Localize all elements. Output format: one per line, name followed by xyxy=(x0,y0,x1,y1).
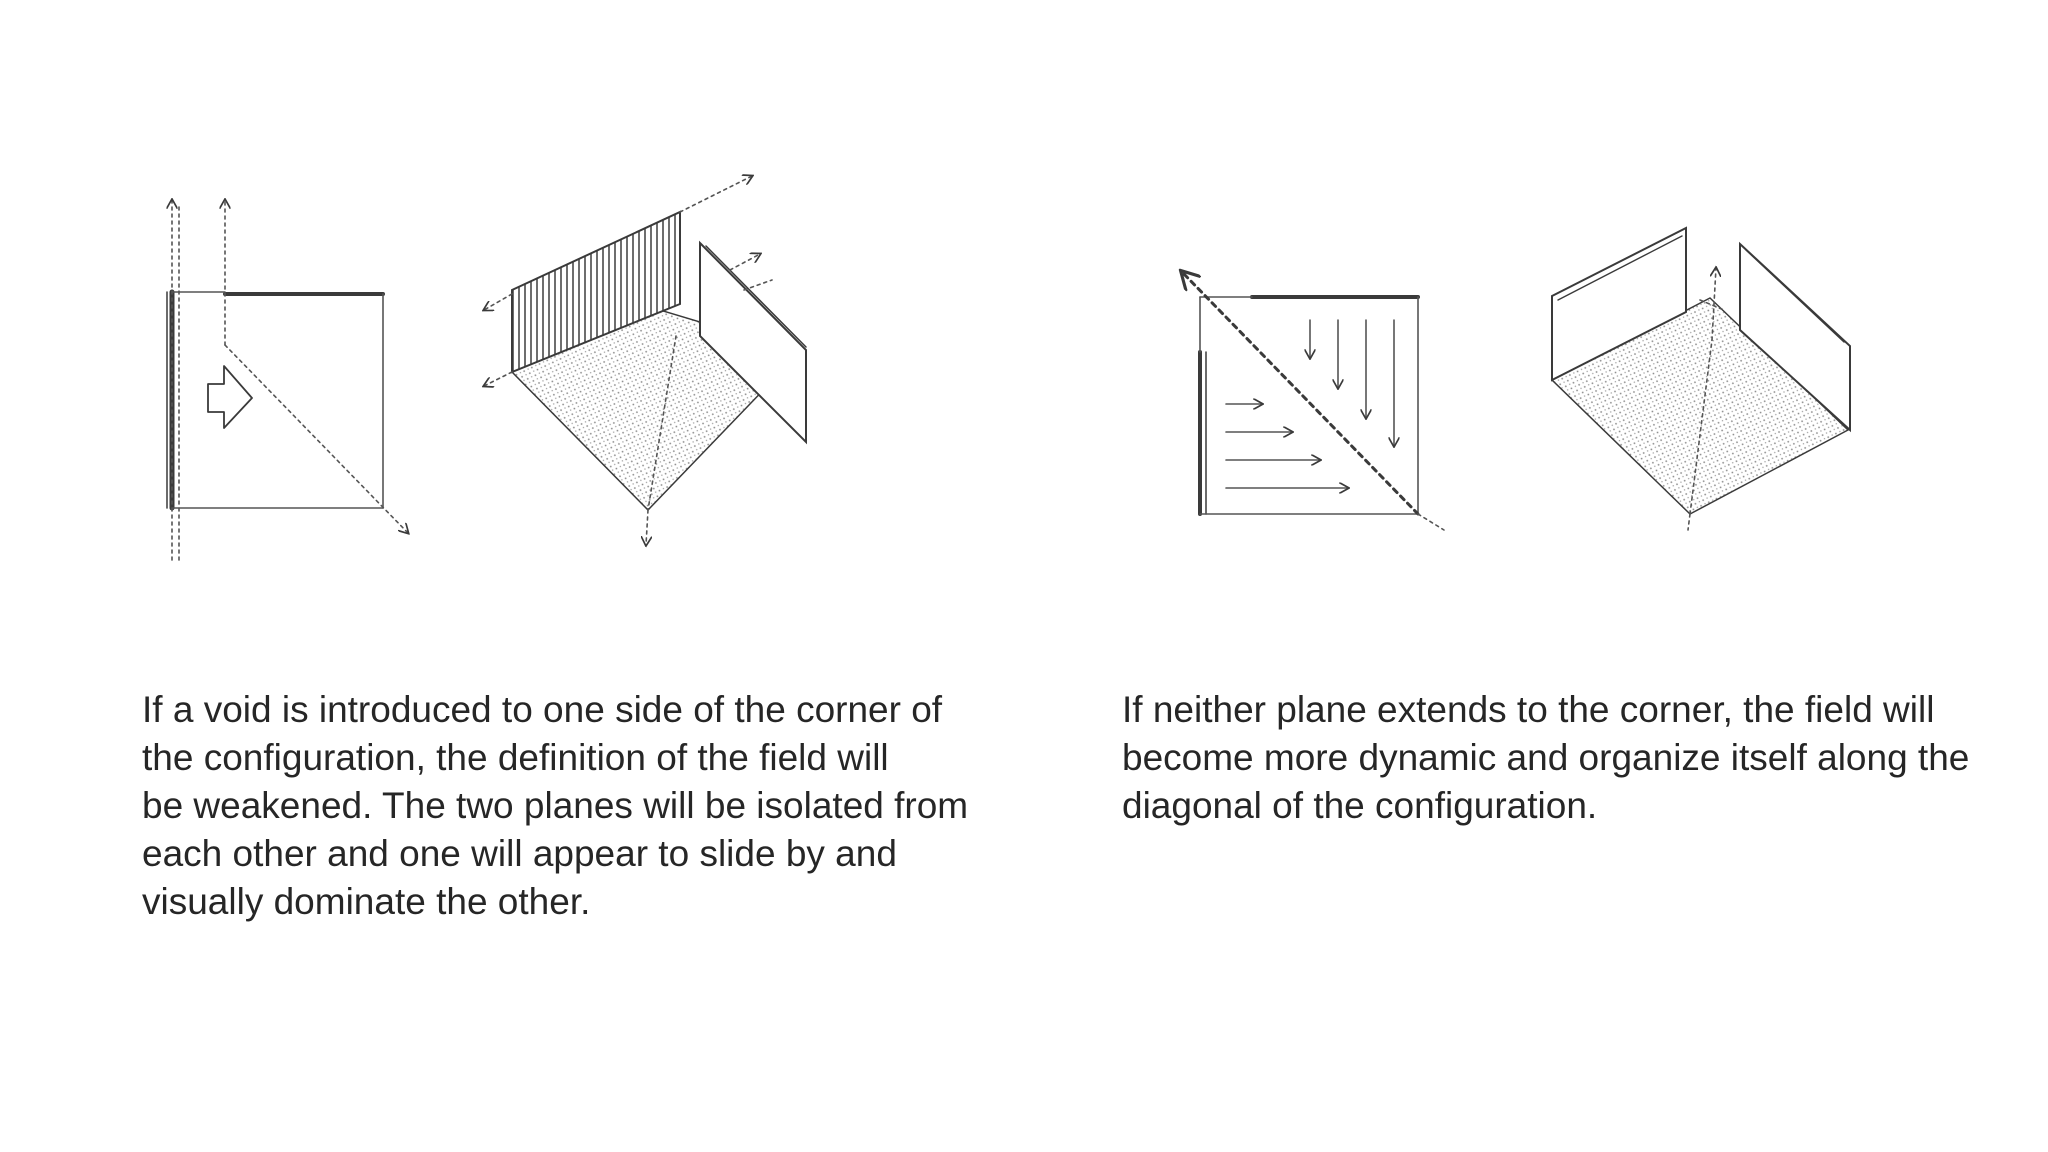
plan-diagram-void xyxy=(167,200,408,560)
plan-diagram-diagonal xyxy=(1182,272,1444,530)
isometric-diagram-void xyxy=(484,176,806,545)
hollow-arrow-icon xyxy=(208,366,252,428)
caption-void: If a void is introduced to one side of the corner of the configuration, the definition of the field will be weakened. The two planes will be isolated from each other and one will appear to slide by and visually dominate the other. xyxy=(142,689,969,922)
isometric-diagram-diagonal xyxy=(1552,228,1850,530)
caption-diagonal: If neither plane extends to the corner, the field will become more dynamic and organize itself along the diagonal of the configuration. xyxy=(1122,689,1970,826)
